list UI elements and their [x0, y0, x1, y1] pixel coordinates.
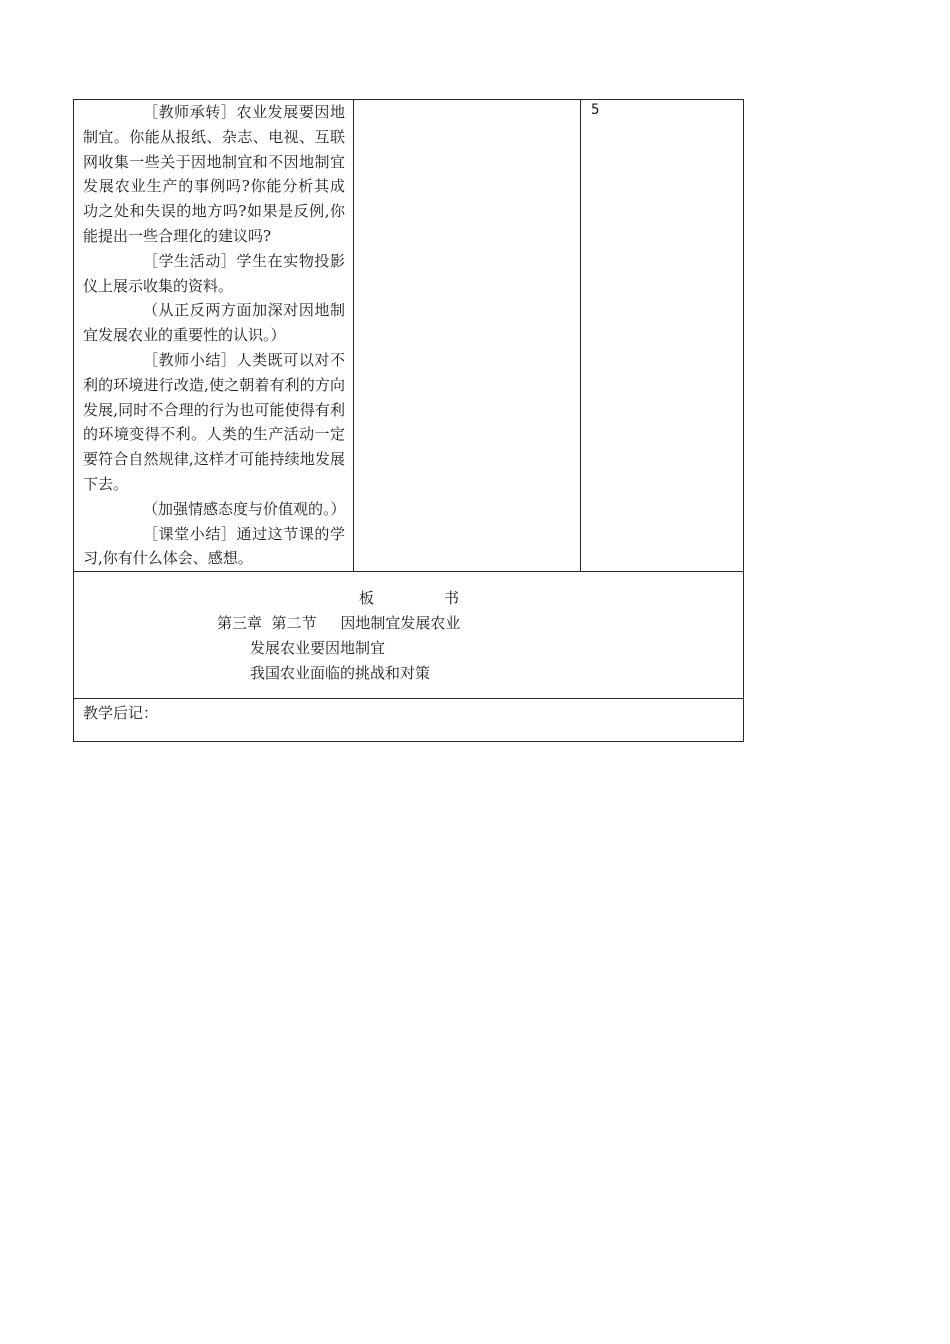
- teacher-transition-paragraph: ［教师承转］农业发展要因地制宜。你能从报纸、杂志、电视、互联网收集一些关于因地制宜和不因地制宜发展农业生产的事例吗?你能分析其成功之处和失误的地方吗?如果是反例,你能提出一些合理化的建议吗?: [83, 103, 345, 245]
- board-writing-cell: [74, 572, 744, 699]
- board-row: [74, 572, 744, 699]
- teacher-summary-paragraph: ［教师小结］人类既可以对不利的环境进行改造,使之朝着有利的方向发展,同时不合理的行为也可能使得有利的环境变得不利。人类的生产活动一定要符合自然规律,这样才可能持续地发展下去。: [83, 350, 345, 493]
- board-line-point-2: 我国农业面临的挑战和对策: [250, 664, 431, 683]
- student-activities-cell: [354, 100, 581, 572]
- board-line-point-1: 发展农业要因地制宜: [250, 639, 386, 658]
- purpose-note-paragraph: （从正反两方面加深对因地制宜发展农业的重要性的认识。）: [83, 301, 345, 345]
- notes-row: [74, 699, 744, 742]
- teaching-activities-text: [74, 100, 353, 571]
- board-line-chapter: 第三章 第二节 因地制宜发展农业: [217, 614, 461, 633]
- teaching-notes-cell: [74, 699, 744, 742]
- teaching-notes-label: 教学后记：: [83, 704, 159, 723]
- student-activity-paragraph: ［学生活动］学生在实物投影仪上展示收集的资料。: [83, 251, 345, 295]
- board-heading: 板书: [359, 589, 530, 608]
- time-minutes-value: 5: [591, 102, 600, 118]
- class-summary-paragraph: ［课堂小结］通过这节课的学习,你有什么体会、感想。: [83, 524, 345, 568]
- teaching-activities-cell: [74, 100, 354, 572]
- time-cell: [581, 100, 744, 572]
- lesson-plan-table: [73, 99, 744, 742]
- values-note-paragraph: （加强情感态度与价值观的。）: [143, 499, 346, 518]
- lesson-content-row: [74, 100, 744, 572]
